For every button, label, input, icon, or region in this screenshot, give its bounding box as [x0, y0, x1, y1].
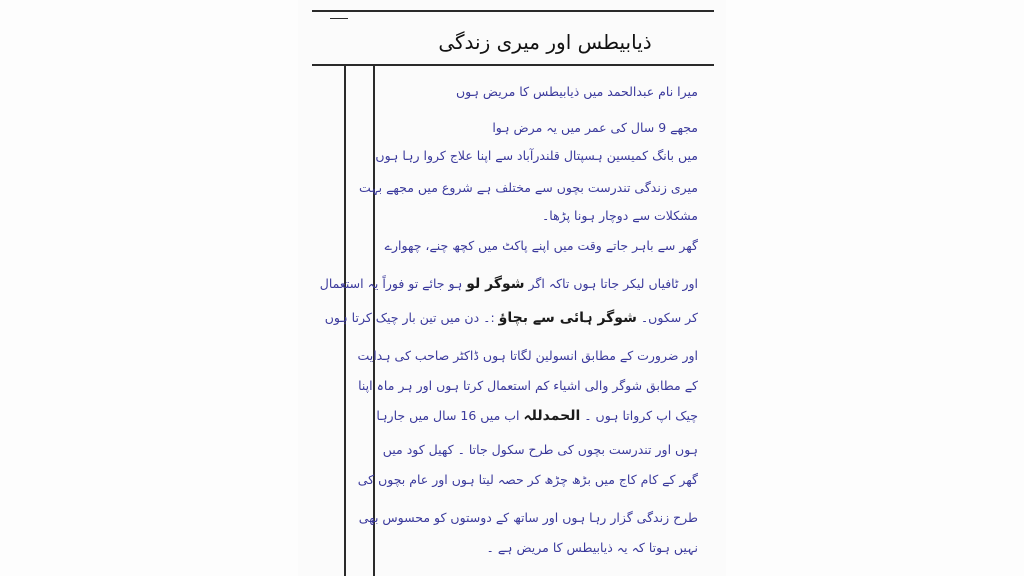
text-line-6: گھر سے باہر جاتے وقت میں اپنے پاکٹ میں کچھ چنے، چھوارے [384, 238, 698, 253]
text-line-11-pre: چیک اپ کرواتا ہوں ۔ [580, 408, 698, 423]
text-line-7-pre: اور ٹافیاں لیکر جاتا ہوں تاکہ اگر [524, 276, 698, 291]
text-line-11 [352, 408, 698, 424]
page-title: ذیابیطس اور میری زندگی [438, 30, 652, 54]
sugar-low-term: شوگر لو [466, 276, 525, 292]
text-line-12: ہوں اور تندرست بچوں کی طرح سکول جاتا ۔ کھیل کود میں [382, 442, 698, 457]
text-line-2: مجھے 9 سال کی عمر میں یہ مرض ہوا [492, 120, 698, 135]
text-line-4: میری زندگی تندرست بچوں سے مختلف ہے شروع میں مجھے بہت [359, 180, 698, 195]
text-line-13: گھر کے کام کاج میں بڑھ چڑھ کر حصہ لیتا ہوں اور عام بچوں کی [357, 472, 698, 487]
sugar-high-heading: شوگر ہائی سے بچاؤ [498, 310, 637, 326]
text-line-1: میرا نام عبدالحمد میں ذیابیطس کا مریض ہوں [456, 84, 698, 99]
text-line-11-post: اب میں 16 سال میں جارہا [376, 408, 524, 423]
alhamdulillah-term: الحمدللہ [523, 408, 581, 424]
small-mark [330, 18, 348, 19]
text-line-8 [324, 310, 698, 326]
text-line-10: کے مطابق شوگر والی اشیاء کم استعمال کرتا ہوں اور ہر ماہ اپنا [358, 378, 698, 393]
text-line-8-post: :۔ دن میں تین بار چیک کرتا ہوں [324, 310, 499, 325]
text-line-9: اور ضرورت کے مطابق انسولین لگاتا ہوں ڈاکٹر صاحب کی ہدایت [357, 348, 698, 363]
text-line-5: مشکلات سے دوچار ہونا پڑھا۔ [541, 208, 698, 223]
text-line-7-post: ہو جائے تو فوراً یہ استعمال [319, 276, 467, 291]
top-rule [312, 10, 714, 12]
text-line-14: طرح زندگی گزار رہا ہوں اور ساتھ کے دوستوں کو محسوس بھی [358, 510, 698, 525]
text-line-7 [319, 276, 698, 292]
text-line-8-pre: کر سکوں۔ [636, 310, 698, 325]
text-line-3: میں بانگ کمیسین ہسپتال قلندرآباد سے اپنا علاج کروا رہا ہوں [375, 148, 698, 163]
text-line-15: نہیں ہوتا کہ یہ ذیابیطس کا مریض ہے ۔ [486, 540, 698, 555]
